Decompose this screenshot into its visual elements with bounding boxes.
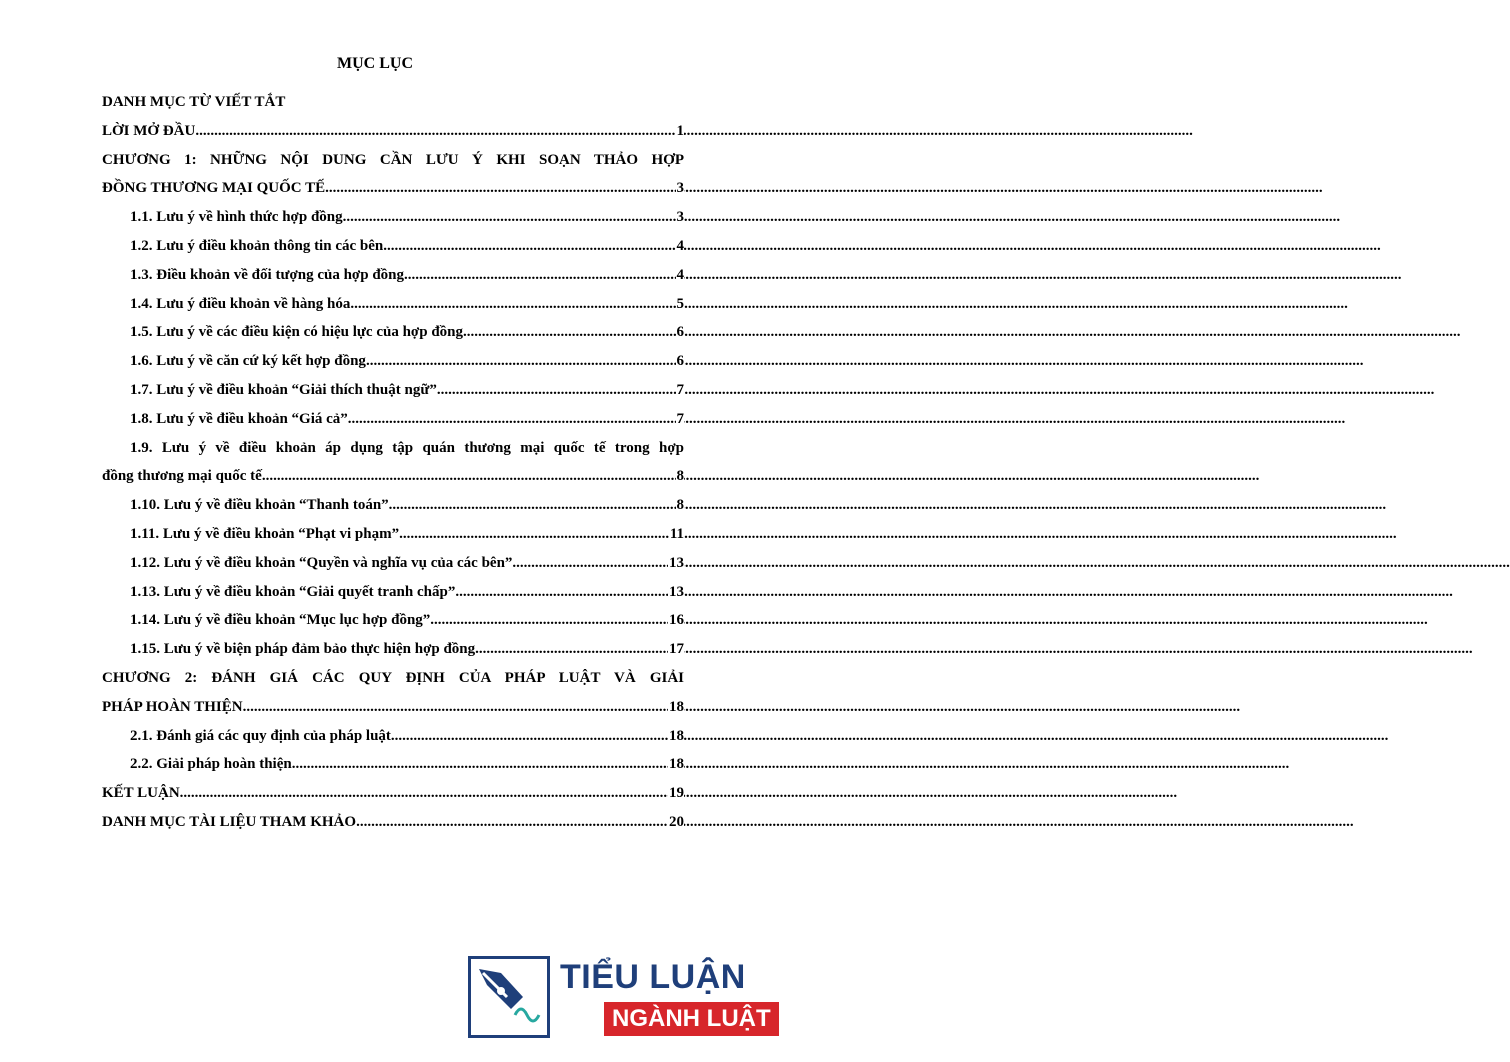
page-number: 5 <box>676 290 685 319</box>
toc-entry-1-9: 1.9. Lưu ý về điều khoản áp dụng tập quán thương mại quốc tế trong hợp <box>130 439 684 456</box>
page-number: 4 <box>676 232 685 261</box>
toc-entry-1-13: 1.13. Lưu ý về điều khoản “Giải quyết tranh chấp” ..... 13 <box>102 578 684 607</box>
toc-entry-1-10: 1.10. Lưu ý về điều khoản “Thanh toán” ..... 8 <box>102 491 684 520</box>
toc-entry-1-9-cont: đồng thương mại quốc tế ..... 8 <box>102 462 684 491</box>
toc-entry-1-6: 1.6. Lưu ý về căn cứ ký kết hợp đồng ..... 6 <box>102 347 684 376</box>
toc-entry-1-11: 1.11. Lưu ý về điều khoản “Phạt vi phạm” ..... 11 <box>102 520 684 549</box>
toc-entry-1-2: 1.2. Lưu ý điều khoản thông tin các bên ..... 4 <box>102 232 684 261</box>
toc-entry-1-15: 1.15. Lưu ý về biện pháp đảm bảo thực hiện hợp đồng ..... 17 <box>102 635 684 664</box>
page-number: 13 <box>668 578 684 607</box>
page-title: MỤC LỤC <box>337 55 413 72</box>
toc-entry-1-12: 1.12. Lưu ý về điều khoản “Quyền và nghĩa vụ của các bên” ..... 13 <box>102 549 684 578</box>
page-number: 6 <box>676 347 685 376</box>
toc-entry-1-7: 1.7. Lưu ý về điều khoản “Giải thích thuật ngữ” ..... 7 <box>102 376 684 405</box>
pen-nib-icon <box>468 956 550 1038</box>
logo-title: TIỂU LUẬN <box>560 958 746 996</box>
toc-entry-2-2: 2.2. Giải pháp hoàn thiện ..... 18 <box>102 750 684 779</box>
page-number: 4 <box>676 261 685 290</box>
toc-entry-chapter-1: CHƯƠNG 1: NHỮNG NỘI DUNG CẦN LƯU Ý KHI SOẠN THẢO HỢP <box>102 151 684 168</box>
page-number: 13 <box>668 549 684 578</box>
page-number: 7 <box>676 405 685 434</box>
page-number: 18 <box>668 693 684 722</box>
toc-entry-chapter-2: CHƯƠNG 2: ĐÁNH GIÁ CÁC QUY ĐỊNH CỦA PHÁP LUẬT VÀ GIẢI <box>102 669 684 686</box>
toc-entry-1-14: 1.14. Lưu ý về điều khoản “Mục lục hợp đồng” ..... 16 <box>102 606 684 635</box>
toc-entry-references: DANH MỤC TÀI LIỆU THAM KHẢO ..... 20 <box>102 808 684 837</box>
table-of-contents <box>102 88 684 837</box>
site-logo <box>468 952 771 1042</box>
page-number: 6 <box>676 318 685 347</box>
toc-entry-abbreviations: DANH MỤC TỪ VIẾT TẮT <box>102 94 286 110</box>
toc-entry-chapter-2-cont: PHÁP HOÀN THIỆN ..... 18 <box>102 693 684 722</box>
page-number: 18 <box>668 750 684 779</box>
page-number: 19 <box>668 779 684 808</box>
page-number: 16 <box>668 606 684 635</box>
page-number: 17 <box>668 635 684 664</box>
toc-entry-chapter-1-cont: ĐỒNG THƯƠNG MẠI QUỐC TẾ ..... 3 <box>102 174 684 203</box>
toc-entry-1-3: 1.3. Điều khoản về đối tượng của hợp đồng ..... 4 <box>102 261 684 290</box>
page-number: 8 <box>676 462 685 491</box>
page-number: 3 <box>676 174 685 203</box>
toc-entry-conclusion: KẾT LUẬN ..... 19 <box>102 779 684 808</box>
toc-entry-1-4: 1.4. Lưu ý điều khoản về hàng hóa ..... 5 <box>102 290 684 319</box>
toc-entry-1-8: 1.8. Lưu ý về điều khoản “Giá cả” ..... 7 <box>102 405 684 434</box>
page-number: 7 <box>676 376 685 405</box>
toc-entry-2-1: 2.1. Đánh giá các quy định của pháp luật ..... 18 <box>102 722 684 751</box>
page-number: 18 <box>668 722 684 751</box>
page-number: 8 <box>676 491 685 520</box>
page-number: 11 <box>669 520 684 549</box>
toc-entry-1-1: 1.1. Lưu ý về hình thức hợp đồng ..... 3 <box>102 203 684 232</box>
toc-entry-introduction: LỜI MỞ ĐẦU ..... 1 <box>102 117 684 146</box>
page-number: 1 <box>676 117 685 146</box>
logo-subtitle: NGÀNH LUẬT <box>604 1002 779 1036</box>
page-number: 20 <box>668 808 684 837</box>
toc-entry-1-5: 1.5. Lưu ý về các điều kiện có hiệu lực của hợp đồng ..... 6 <box>102 318 684 347</box>
page-number: 3 <box>676 203 685 232</box>
